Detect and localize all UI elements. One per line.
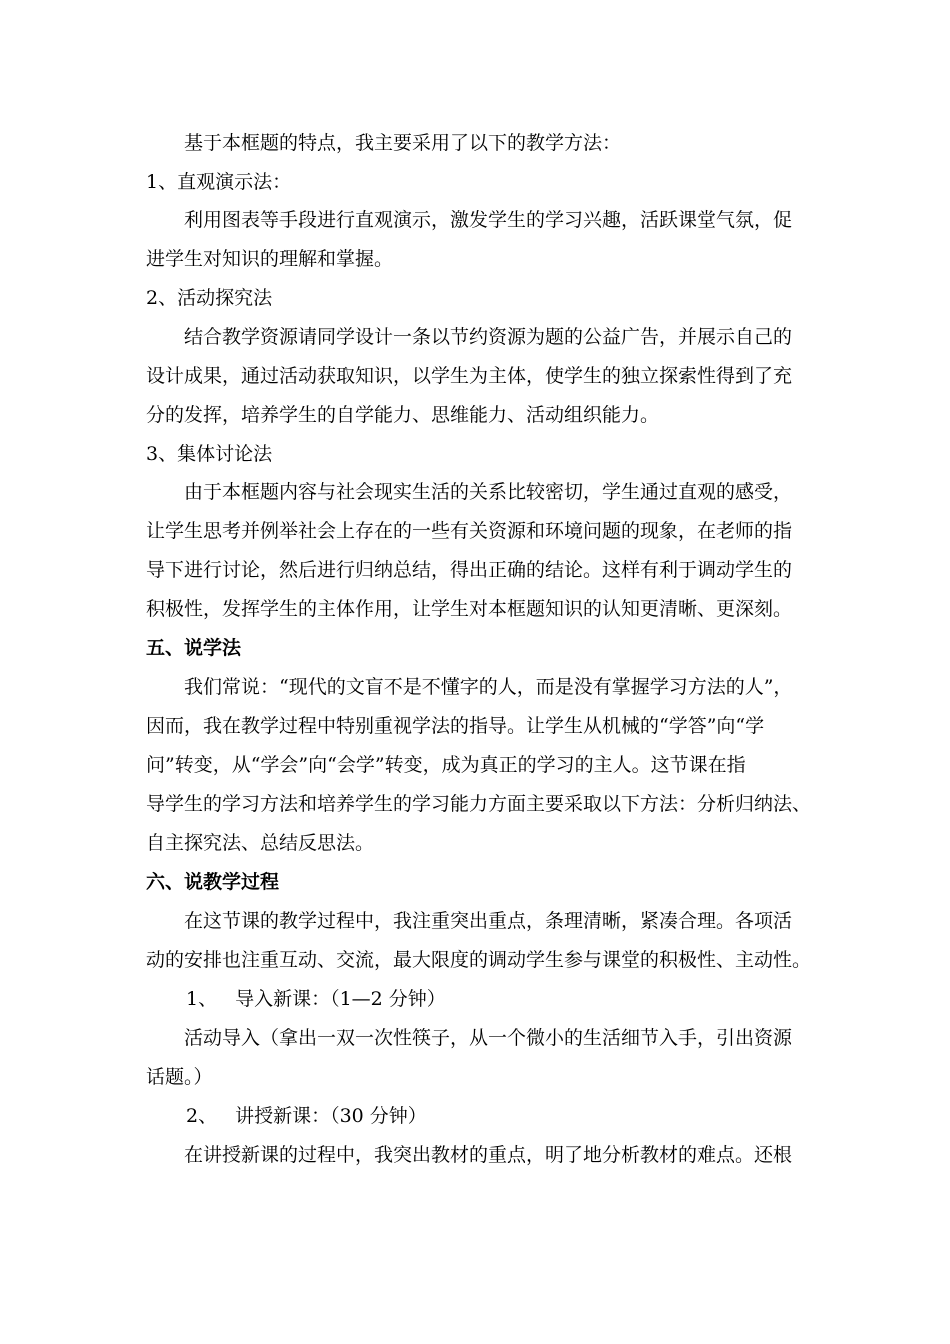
step-2-label: 讲授新课：（30 分钟） xyxy=(235,1105,427,1127)
step-2-title xyxy=(186,1103,427,1129)
step-1-body-line: 活动导入（拿出一双一次性筷子，从一个微小的生活细节入手，引出资源 xyxy=(184,1027,793,1049)
section-5-body-line: 我们常说：“现代的文盲不是不懂字的人，而是没有掌握学习方法的人”， xyxy=(184,676,793,698)
section-5-body-line: 问”转变，从“学会”向“会学”转变，成为真正的学习的主人。这节课在指 xyxy=(146,754,746,776)
step-1-title xyxy=(186,986,446,1012)
method-1-body-line: 进学生对知识的理解和掌握。 xyxy=(146,248,394,270)
step-1-number: 1、 xyxy=(186,988,218,1010)
intro-paragraph: 基于本框题的特点，我主要采用了以下的教学方法： xyxy=(184,132,622,154)
method-3-body-line: 让学生思考并例举社会上存在的一些有关资源和环境问题的现象，在老师的指 xyxy=(146,520,793,542)
method-3-title: 3、集体讨论法 xyxy=(146,443,273,465)
method-3-body-line: 由于本框题内容与社会现实生活的关系比较密切，学生通过直观的感受， xyxy=(184,481,793,503)
method-1-title: 1、直观演示法： xyxy=(146,171,292,193)
step-2-number: 2、 xyxy=(186,1105,218,1127)
method-2-body-line: 结合教学资源请同学设计一条以节约资源为题的公益广告，并展示自己的 xyxy=(184,326,793,348)
section-6-body-line: 动的安排也注重互动、交流，最大限度的调动学生参与课堂的积极性、主动性。 xyxy=(146,949,812,971)
section-5-body-line: 因而，我在教学过程中特别重视学法的指导。让学生从机械的“学答”向“学 xyxy=(146,715,765,737)
section-5-body-line: 导学生的学习方法和培养学生的学习能力方面主要采取以下方法：分析归纳法、 xyxy=(146,793,812,815)
step-1-label: 导入新课：（1—2 分钟） xyxy=(235,988,446,1010)
method-3-body-line: 导下进行讨论，然后进行归纳总结，得出正确的结论。这样有利于调动学生的 xyxy=(146,559,793,581)
method-1-body-line: 利用图表等手段进行直观演示，激发学生的学习兴趣，活跃课堂气氛，促 xyxy=(184,209,793,231)
method-2-title: 2、活动探究法 xyxy=(146,287,273,309)
section-6-heading: 六、说教学过程 xyxy=(146,871,280,893)
step-2-body-line: 在讲授新课的过程中，我突出教材的重点，明了地分析教材的难点。还根 xyxy=(184,1144,793,1166)
method-3-body-line: 积极性，发挥学生的主体作用，让学生对本框题知识的认知更清晰、更深刻。 xyxy=(146,598,793,620)
section-6-body-line: 在这节课的教学过程中，我注重突出重点，条理清晰，紧凑合理。各项活 xyxy=(184,910,793,932)
section-5-heading: 五、说学法 xyxy=(146,637,242,659)
method-2-body-line: 分的发挥，培养学生的自学能力、思维能力、活动组织能力。 xyxy=(146,404,660,426)
step-1-body-line: 话题。） xyxy=(146,1066,213,1088)
method-2-body-line: 设计成果，通过活动获取知识，以学生为主体，使学生的独立探索性得到了充 xyxy=(146,365,793,387)
section-5-body-line: 自主探究法、总结反思法。 xyxy=(146,832,375,854)
